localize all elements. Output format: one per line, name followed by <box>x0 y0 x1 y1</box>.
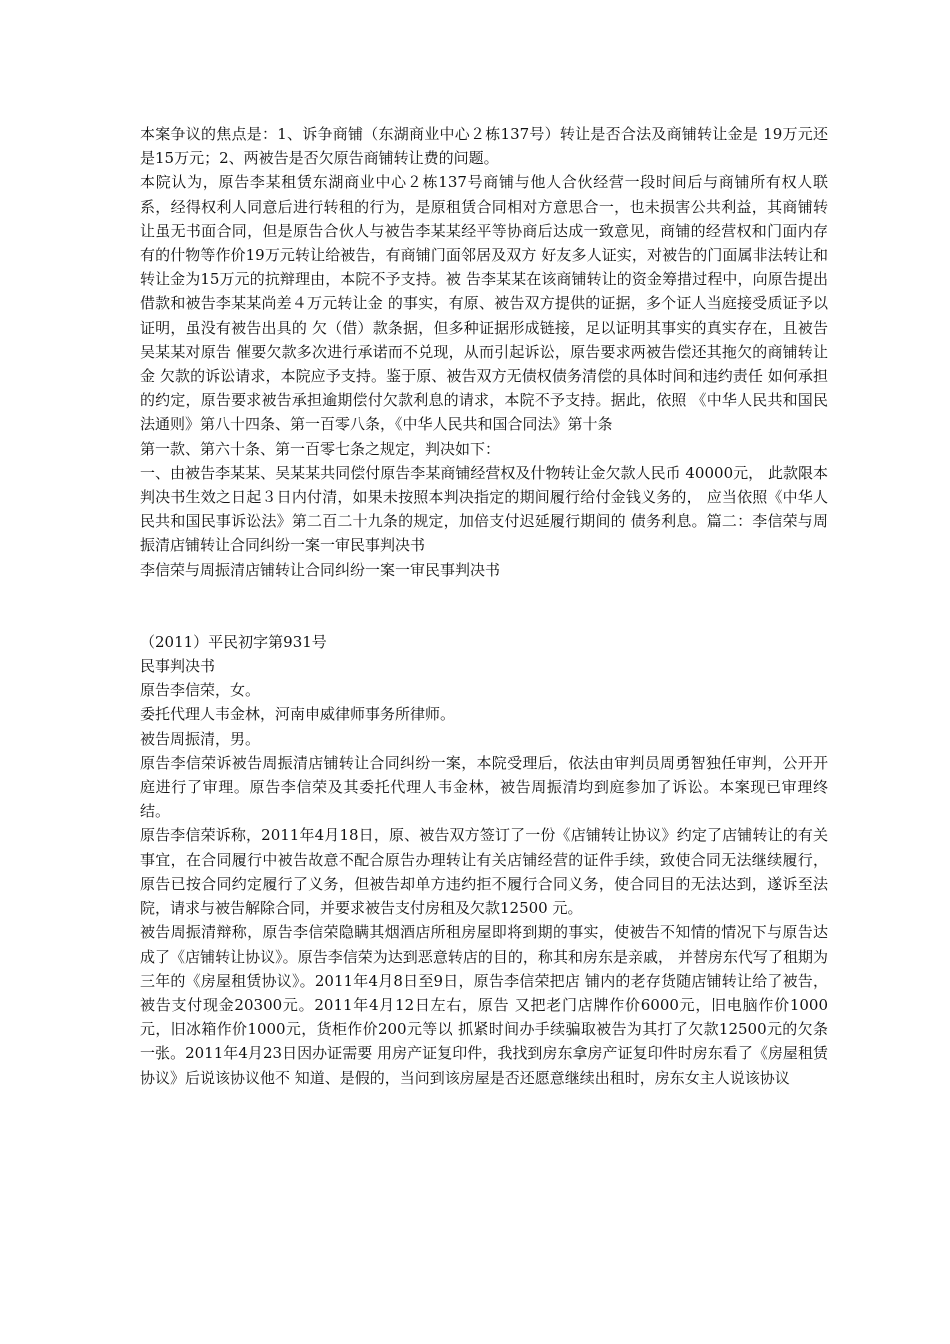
paragraph-plaintiff-claim: 原告李信荣诉称，2011年4月18日，原、被告双方签订了一份《店铺转让协议》约定了店铺转让的有关事宜，在合同履行中被告故意不配合原告办理转让有关店铺经营的证件手续，致使合同无法继续履行，原告已按合同约定履行了义务，但被告却单方违约拒不履行合同义务，使合同目的无法达到，遂诉至法院，请求与被告解除合同，并要求被告支付房租及欠款12500 元。 <box>140 826 828 918</box>
paragraph-defendant-defense: 被告周振清辩称，原告李信荣隐瞒其烟酒店所租房屋即将到期的事实，使被告不知情的情况下与原告达成了《店铺转让协议》。原告李信荣为达到恶意转店的目的，称其和房东是亲戚， 并替房东代写了租期为三年的《房屋租赁协议》。2011年4月8日至9日，原告李信荣把店 铺内的老存货随店铺转让给了被告，被告支付现金20300元。2011年4月12日左右，原告 又把老门店牌作价6000元，旧电脑作价1000元，旧冰箱作价1000元，货柜作价200元等以 抓紧时间办手续骗取被告为其打了欠款12500元的欠条一张。2011年4月23日因办证需要 用房产证复印件，我找到房东拿房产证复印件时房东看了《房屋租赁协议》后说该协议他不 知道、是假的，当问到该房屋是否还愿意继续出租时，房东女主人说该协议 <box>140 923 828 1087</box>
paragraph-judgment-item-1: 一、由被告李某某、吴某某共同偿付原告李某商铺经营权及什物转让金欠款人民币 40000元， 此款限本判决书生效之日起３日内付清，如果未按照本判决指定的期间履行给付金钱义务的， 应当依照《中华人民共和国民事诉讼法》第二百二十九条的规定，加倍支付迟延履行期间的 债务利息。篇二：李信荣与周振清店铺转让合同纠纷一案一审民事判决书 <box>140 463 828 555</box>
paragraph-section-title: 李信荣与周振清店铺转让合同纠纷一案一审民事判决书 <box>140 560 501 579</box>
case-number: （2011）平民初字第931号 <box>140 632 327 651</box>
plaintiff-line: 原告李信荣，女。 <box>140 681 261 700</box>
agent-line: 委托代理人韦金林，河南申威律师事务所律师。 <box>140 705 456 724</box>
section-spacer <box>140 582 828 630</box>
paragraph-case-intro: 原告李信荣诉被告周振清店铺转让合同纠纷一案，本院受理后，依法由审判员周勇智独任审判，公开开庭进行了审理。原告李信荣及其委托代理人韦金林，被告周振清均到庭参加了诉讼。本案现已审理终结。 <box>140 753 828 821</box>
defendant-line: 被告周振清，男。 <box>140 729 261 748</box>
paragraph-legal-basis: 第一款、第六十条、第一百零七条之规定，判决如下： <box>140 439 501 458</box>
document-body <box>140 122 828 1090</box>
paragraph-dispute-focus: 本案争议的焦点是：1、诉争商铺（东湖商业中心２栋137号）转让是否合法及商铺转让金是 19万元还是15万元；2、两被告是否欠原告商铺转让费的问题。 <box>140 125 828 168</box>
document-type: 民事判决书 <box>140 657 216 676</box>
paragraph-court-opinion: 本院认为，原告李某租赁东湖商业中心２栋137号商铺与他人合伙经营一段时间后与商铺所有权人联系，经得权利人同意后进行转租的行为，是原租赁合同相对方意思合一，也未损害公共利益，其商铺转让虽无书面合同，但是原告合伙人与被告李某某经平等协商后达成一致意见，商铺的经营权和门面内存有的什物等作价19万元转让给被告，有商铺门面邻居及双方 好友多人证实，对被告的门面属非法转让和转让金为15万元的抗辩理由，本院不予支持。被 告李某某在该商铺转让的资金筹措过程中，向原告提出借款和被告李某某尚差４万元转让金 的事实，有原、被告双方提供的证据，多个证人当庭接受质证予以证明，虽没有被告出具的 欠（借）款条据，但多种证据形成链接，足以证明其事实的真实存在，且被告吴某某对原告 催要欠款多次进行承诺而不兑现，从而引起诉讼，原告要求两被告偿还其拖欠的商铺转让金 欠款的诉讼请求，本院应予支持。鉴于原、被告双方无债权债务清偿的具体时间和违约责任 如何承担的约定，原告要求被告承担逾期偿付欠款利息的请求，本院不予支持。据此，依照 《中华人民共和国民法通则》第八十四条、第一百零八条，《中华人民共和国合同法》第十条 <box>140 173 828 434</box>
